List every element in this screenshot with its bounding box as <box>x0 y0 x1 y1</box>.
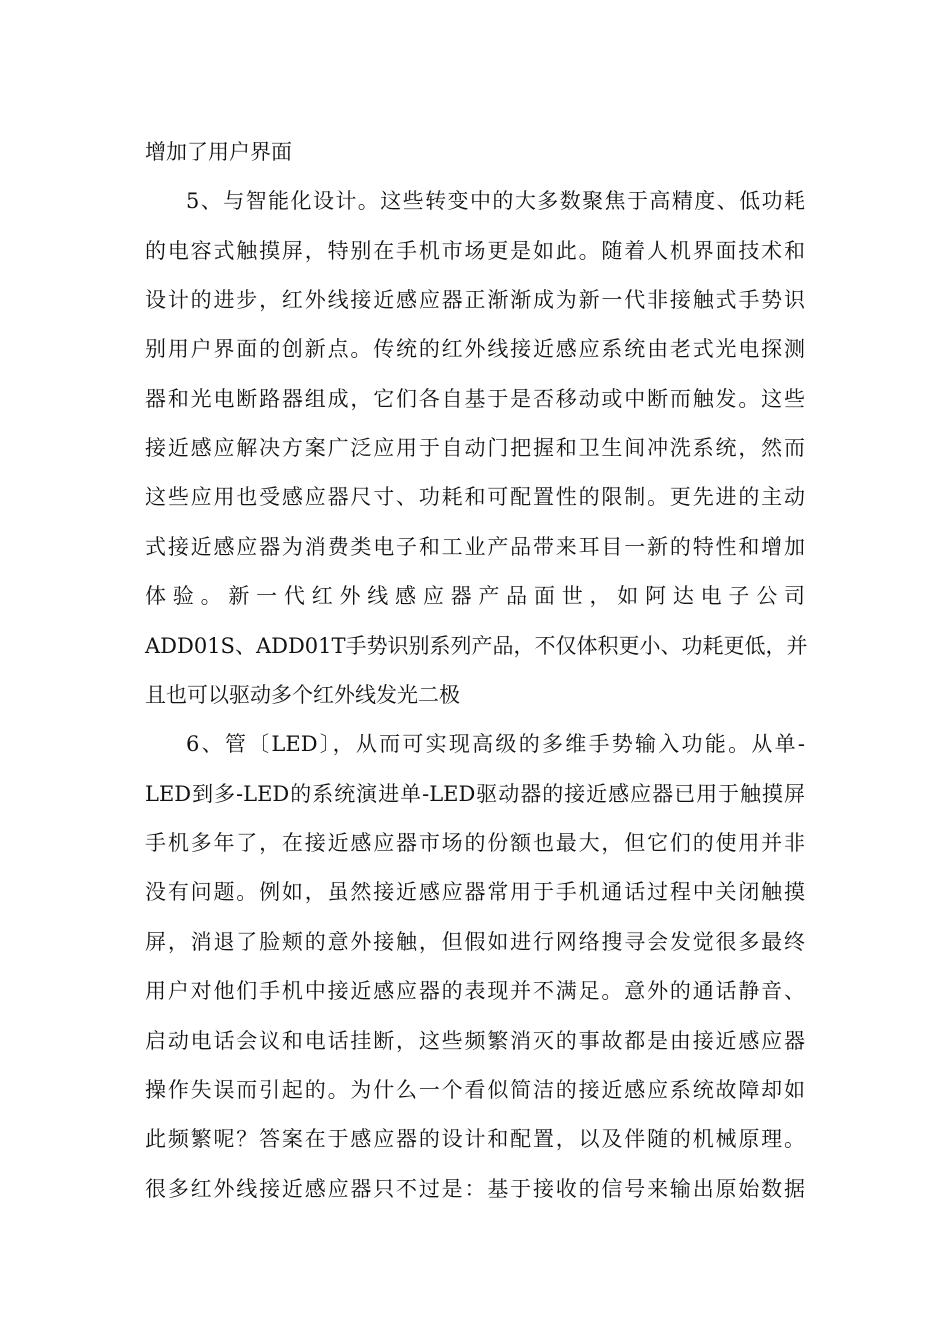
text-line: 接近感应解决方案广泛应用于自动门把握和卫生间冲洗系统，然而 <box>145 436 805 460</box>
text-line: 器和光电断路器组成，它们各自基于是否移动或中断而触发。这些 <box>145 387 805 411</box>
text-line: 手机多年了，在接近感应器市场的份额也最大，但它们的使用并非 <box>145 831 805 855</box>
text-line: 用户对他们手机中接近感应器的表现并不满足。意外的通话静音、 <box>145 979 805 1003</box>
text-line: 启动电话会议和电话挂断，这些频繁消灭的事故都是由接近感应器 <box>145 1029 805 1053</box>
text-line: 操作失误而引起的。为什么一个看似简洁的接近感应系统故障却如 <box>145 1078 805 1102</box>
text-line: 式接近感应器为消费类电子和工业产品带来耳目一新的特性和增加 <box>145 535 805 559</box>
text-line: ADD01S、ADD01T手势识别系列产品，不仅体积更小、功耗更低，并 <box>145 634 808 658</box>
text-line: 体验。新一代红外线感应器产品面世，如阿达电子公司 <box>145 584 805 608</box>
text-line: 增加了用户界面 <box>145 140 292 164</box>
text-line: 没有问题。例如，虽然接近感应器常用于手机通话过程中关闭触摸 <box>145 880 805 904</box>
text-line: 这些应用也受感应器尺寸、功耗和可配置性的限制。更先进的主动 <box>145 485 805 509</box>
text-line: 别用户界面的创新点。传统的红外线接近感应系统由老式光电探测 <box>145 337 805 361</box>
text-line: 5、与智能化设计。这些转变中的大多数聚焦于高精度、低功耗 <box>186 189 805 213</box>
text-line: 此频繁呢？答案在于感应器的设计和配置，以及伴随的机械原理。 <box>145 1127 805 1151</box>
text-line: 且也可以驱动多个红外线发光二极 <box>145 683 460 707</box>
text-line: LED到多-LED的系统演进单-LED驱动器的接近感应器已用于触摸屏 <box>145 782 805 806</box>
text-line: 的电容式触摸屏，特别在手机市场更是如此。随着人机界面技术和 <box>145 239 805 263</box>
text-line: 6、管〔LED〕，从而可实现高级的多维手势输入功能。从单- <box>186 732 805 756</box>
text-line: 很多红外线接近感应器只不过是：基于接收的信号来输出原始数据 <box>145 1177 805 1201</box>
text-line: 设计的进步，红外线接近感应器正渐渐成为新一代非接触式手势识 <box>145 288 805 312</box>
text-line: 屏，消退了脸颊的意外接触，但假如进行网络搜寻会发觉很多最终 <box>145 930 805 954</box>
